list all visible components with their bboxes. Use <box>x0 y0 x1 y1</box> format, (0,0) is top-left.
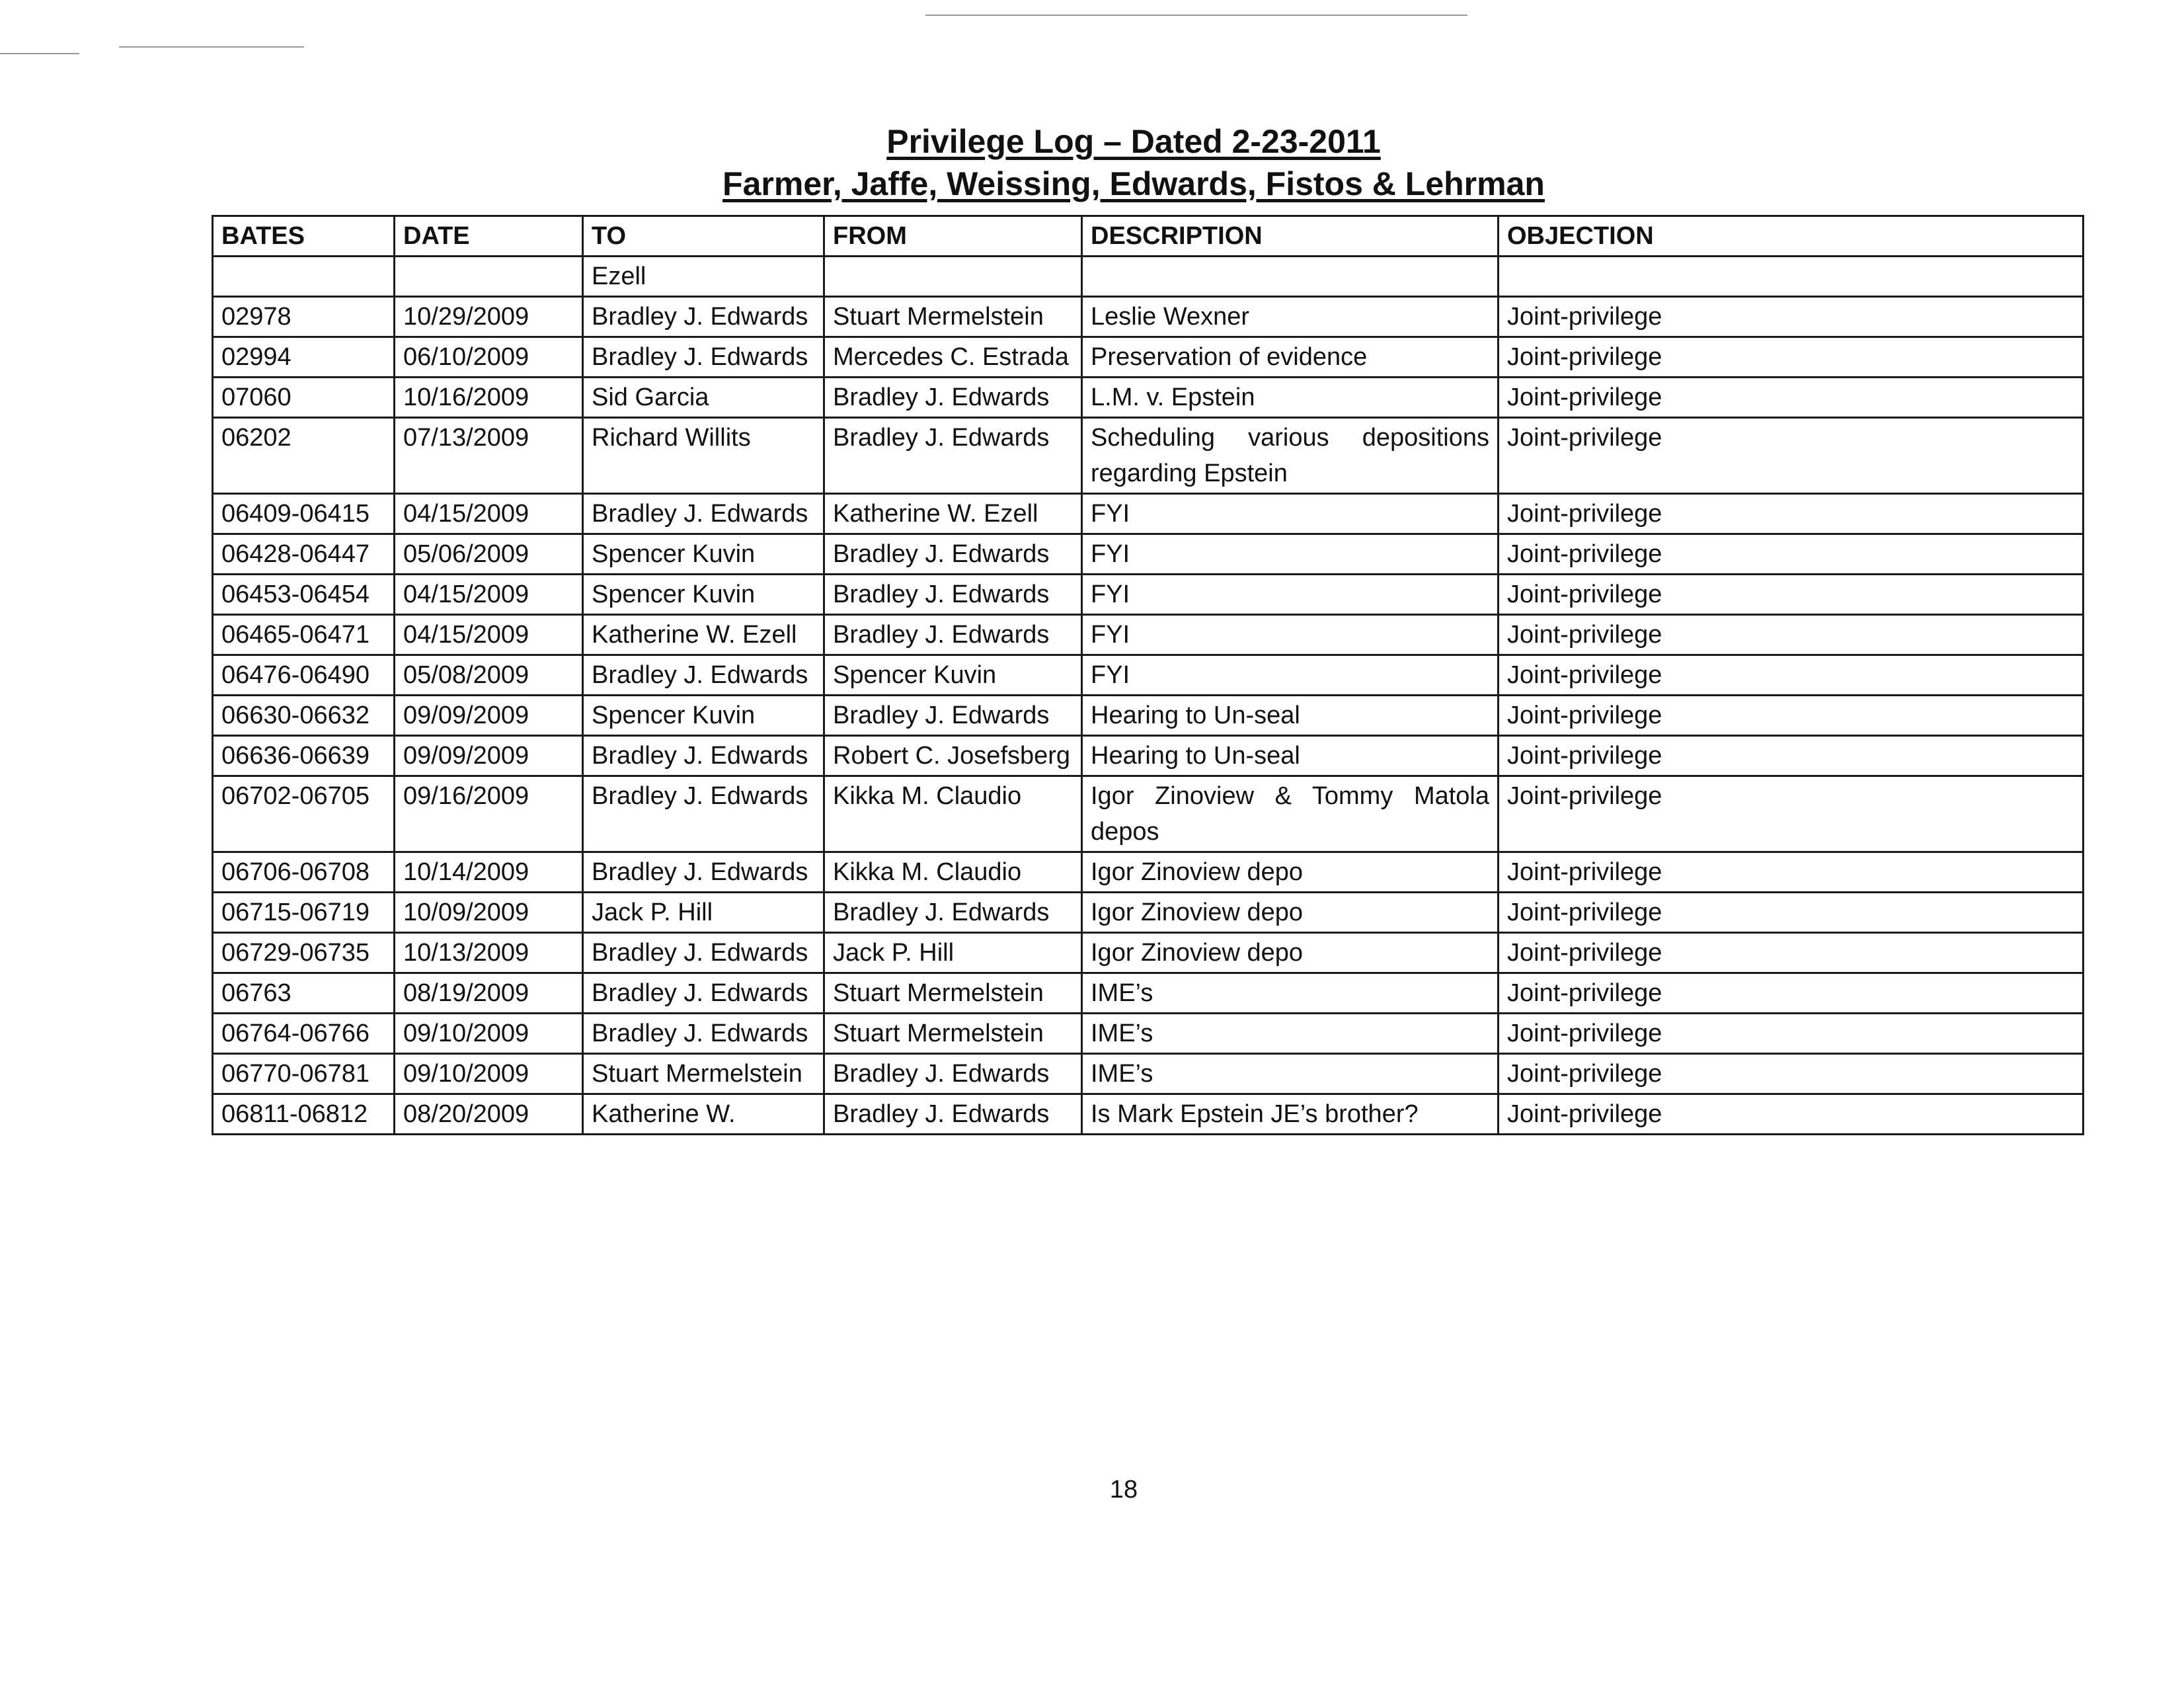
bates-cell: 06630-06632 <box>213 696 395 736</box>
objection-cell: Joint-privilege <box>1499 933 2084 973</box>
description-cell: FYI <box>1082 534 1499 575</box>
table-row <box>213 534 2084 575</box>
objection-cell: Joint-privilege <box>1499 736 2084 776</box>
scan-artifact <box>925 15 1467 16</box>
objection-cell: Joint-privilege <box>1499 1014 2084 1054</box>
description-cell: Igor Zinoview depo <box>1082 893 1499 933</box>
to-cell: Bradley J. Edwards <box>583 852 824 893</box>
column-header-bates: BATES <box>213 216 395 257</box>
bates-cell: 06706-06708 <box>213 852 395 893</box>
to-cell: Bradley J. Edwards <box>583 973 824 1014</box>
objection-cell: Joint-privilege <box>1499 378 2084 418</box>
bates-cell <box>213 257 395 297</box>
table-row <box>213 736 2084 776</box>
bates-cell: 06763 <box>213 973 395 1014</box>
from-cell: Bradley J. Edwards <box>824 534 1082 575</box>
description-cell: Igor Zinoview depo <box>1082 852 1499 893</box>
from-cell: Katherine W. Ezell <box>824 494 1082 534</box>
objection-cell: Joint-privilege <box>1499 534 2084 575</box>
date-cell: 05/06/2009 <box>395 534 583 575</box>
from-cell: Bradley J. Edwards <box>824 1094 1082 1135</box>
bates-cell: 06453-06454 <box>213 575 395 615</box>
from-cell: Stuart Mermelstein <box>824 973 1082 1014</box>
description-cell: Hearing to Un-seal <box>1082 736 1499 776</box>
table-row <box>213 297 2084 337</box>
from-cell: Bradley J. Edwards <box>824 418 1082 494</box>
table-row <box>213 575 2084 615</box>
description-cell: Igor Zinoview depo <box>1082 933 1499 973</box>
to-cell: Spencer Kuvin <box>583 696 824 736</box>
to-cell: Bradley J. Edwards <box>583 337 824 378</box>
to-cell: Katherine W. Ezell <box>583 615 824 655</box>
from-cell: Bradley J. Edwards <box>824 893 1082 933</box>
to-cell: Jack P. Hill <box>583 893 824 933</box>
to-cell: Bradley J. Edwards <box>583 494 824 534</box>
table-row <box>213 494 2084 534</box>
date-cell: 07/13/2009 <box>395 418 583 494</box>
date-cell: 09/16/2009 <box>395 776 583 852</box>
table-row <box>213 852 2084 893</box>
to-cell: Bradley J. Edwards <box>583 933 824 973</box>
date-cell: 10/16/2009 <box>395 378 583 418</box>
description-cell: FYI <box>1082 655 1499 696</box>
scan-artifact <box>0 53 79 54</box>
table-row <box>213 655 2084 696</box>
date-cell: 06/10/2009 <box>395 337 583 378</box>
column-header-description: DESCRIPTION <box>1082 216 1499 257</box>
table-row <box>213 893 2084 933</box>
document-title <box>212 120 2056 205</box>
bates-cell: 06811-06812 <box>213 1094 395 1135</box>
bates-cell: 06465-06471 <box>213 615 395 655</box>
table-row <box>213 378 2084 418</box>
privilege-log-table <box>212 215 2084 1135</box>
to-cell: Bradley J. Edwards <box>583 297 824 337</box>
from-cell: Bradley J. Edwards <box>824 575 1082 615</box>
objection-cell: Joint-privilege <box>1499 973 2084 1014</box>
description-cell: L.M. v. Epstein <box>1082 378 1499 418</box>
to-cell: Spencer Kuvin <box>583 534 824 575</box>
bates-cell: 06770-06781 <box>213 1054 395 1094</box>
table-row <box>213 776 2084 852</box>
description-cell: Scheduling various depositions regarding Epstein <box>1082 418 1499 494</box>
description-cell: Preservation of evidence <box>1082 337 1499 378</box>
to-cell: Bradley J. Edwards <box>583 1014 824 1054</box>
table-row <box>213 1094 2084 1135</box>
description-cell: Is Mark Epstein JE’s brother? <box>1082 1094 1499 1135</box>
table-row <box>213 973 2084 1014</box>
from-cell: Jack P. Hill <box>824 933 1082 973</box>
column-header-to: TO <box>583 216 824 257</box>
header-row <box>213 216 2084 257</box>
bates-cell: 07060 <box>213 378 395 418</box>
title-line-2: Farmer, Jaffe, Weissing, Edwards, Fistos & Lehrman <box>722 165 1545 202</box>
from-cell <box>824 257 1082 297</box>
from-cell: Stuart Mermelstein <box>824 297 1082 337</box>
to-cell: Bradley J. Edwards <box>583 736 824 776</box>
from-cell: Bradley J. Edwards <box>824 696 1082 736</box>
description-cell <box>1082 257 1499 297</box>
date-cell: 09/10/2009 <box>395 1054 583 1094</box>
date-cell: 10/29/2009 <box>395 297 583 337</box>
bates-cell: 06476-06490 <box>213 655 395 696</box>
bates-cell: 06409-06415 <box>213 494 395 534</box>
date-cell: 09/09/2009 <box>395 696 583 736</box>
to-cell: Sid Garcia <box>583 378 824 418</box>
date-cell: 08/19/2009 <box>395 973 583 1014</box>
bates-cell: 06428-06447 <box>213 534 395 575</box>
objection-cell: Joint-privilege <box>1499 776 2084 852</box>
log-body <box>213 257 2084 1135</box>
description-cell: Hearing to Un-seal <box>1082 696 1499 736</box>
date-cell: 10/13/2009 <box>395 933 583 973</box>
bates-cell: 06636-06639 <box>213 736 395 776</box>
objection-cell: Joint-privilege <box>1499 494 2084 534</box>
from-cell: Robert C. Josefsberg <box>824 736 1082 776</box>
date-cell: 10/09/2009 <box>395 893 583 933</box>
to-cell: Spencer Kuvin <box>583 575 824 615</box>
from-cell: Bradley J. Edwards <box>824 378 1082 418</box>
description-cell: IME’s <box>1082 1054 1499 1094</box>
objection-cell: Joint-privilege <box>1499 852 2084 893</box>
objection-cell: Joint-privilege <box>1499 655 2084 696</box>
from-cell: Spencer Kuvin <box>824 655 1082 696</box>
table-row <box>213 337 2084 378</box>
objection-cell: Joint-privilege <box>1499 418 2084 494</box>
description-cell: IME’s <box>1082 973 1499 1014</box>
from-cell: Bradley J. Edwards <box>824 615 1082 655</box>
date-cell: 08/20/2009 <box>395 1094 583 1135</box>
bates-cell: 06715-06719 <box>213 893 395 933</box>
description-cell: Igor Zinoview & Tommy Matola depos <box>1082 776 1499 852</box>
date-cell: 04/15/2009 <box>395 615 583 655</box>
description-cell: IME’s <box>1082 1014 1499 1054</box>
table-row <box>213 615 2084 655</box>
objection-cell: Joint-privilege <box>1499 297 2084 337</box>
date-cell: 10/14/2009 <box>395 852 583 893</box>
bates-cell: 02994 <box>213 337 395 378</box>
bates-cell: 06702-06705 <box>213 776 395 852</box>
objection-cell: Joint-privilege <box>1499 893 2084 933</box>
table-row <box>213 696 2084 736</box>
from-cell: Bradley J. Edwards <box>824 1054 1082 1094</box>
objection-cell <box>1499 257 2084 297</box>
bates-cell: 06729-06735 <box>213 933 395 973</box>
bates-cell: 02978 <box>213 297 395 337</box>
description-cell: FYI <box>1082 575 1499 615</box>
scan-artifact <box>119 46 304 48</box>
description-cell: Leslie Wexner <box>1082 297 1499 337</box>
description-cell: FYI <box>1082 615 1499 655</box>
objection-cell: Joint-privilege <box>1499 575 2084 615</box>
to-cell: Bradley J. Edwards <box>583 776 824 852</box>
bates-cell: 06764-06766 <box>213 1014 395 1054</box>
objection-cell: Joint-privilege <box>1499 1094 2084 1135</box>
objection-cell: Joint-privilege <box>1499 337 2084 378</box>
to-cell: Richard Willits <box>583 418 824 494</box>
date-cell <box>395 257 583 297</box>
to-cell: Stuart Mermelstein <box>583 1054 824 1094</box>
objection-cell: Joint-privilege <box>1499 696 2084 736</box>
to-cell: Katherine W. <box>583 1094 824 1135</box>
objection-cell: Joint-privilege <box>1499 1054 2084 1094</box>
to-cell: Ezell <box>583 257 824 297</box>
from-cell: Stuart Mermelstein <box>824 1014 1082 1054</box>
objection-cell: Joint-privilege <box>1499 615 2084 655</box>
table-row <box>213 418 2084 494</box>
description-cell: FYI <box>1082 494 1499 534</box>
column-header-date: DATE <box>395 216 583 257</box>
date-cell: 09/10/2009 <box>395 1014 583 1054</box>
date-cell: 04/15/2009 <box>395 575 583 615</box>
page-number: 18 <box>1109 1476 1138 1504</box>
from-cell: Mercedes C. Estrada <box>824 337 1082 378</box>
column-header-objection: OBJECTION <box>1499 216 2084 257</box>
table-row <box>213 1054 2084 1094</box>
bates-cell: 06202 <box>213 418 395 494</box>
from-cell: Kikka M. Claudio <box>824 776 1082 852</box>
from-cell: Kikka M. Claudio <box>824 852 1082 893</box>
date-cell: 04/15/2009 <box>395 494 583 534</box>
to-cell: Bradley J. Edwards <box>583 655 824 696</box>
table-row <box>213 933 2084 973</box>
title-line-1: Privilege Log – Dated 2-23-2011 <box>886 123 1381 160</box>
date-cell: 09/09/2009 <box>395 736 583 776</box>
table-row <box>213 1014 2084 1054</box>
date-cell: 05/08/2009 <box>395 655 583 696</box>
table-row <box>213 257 2084 297</box>
column-header-from: FROM <box>824 216 1082 257</box>
